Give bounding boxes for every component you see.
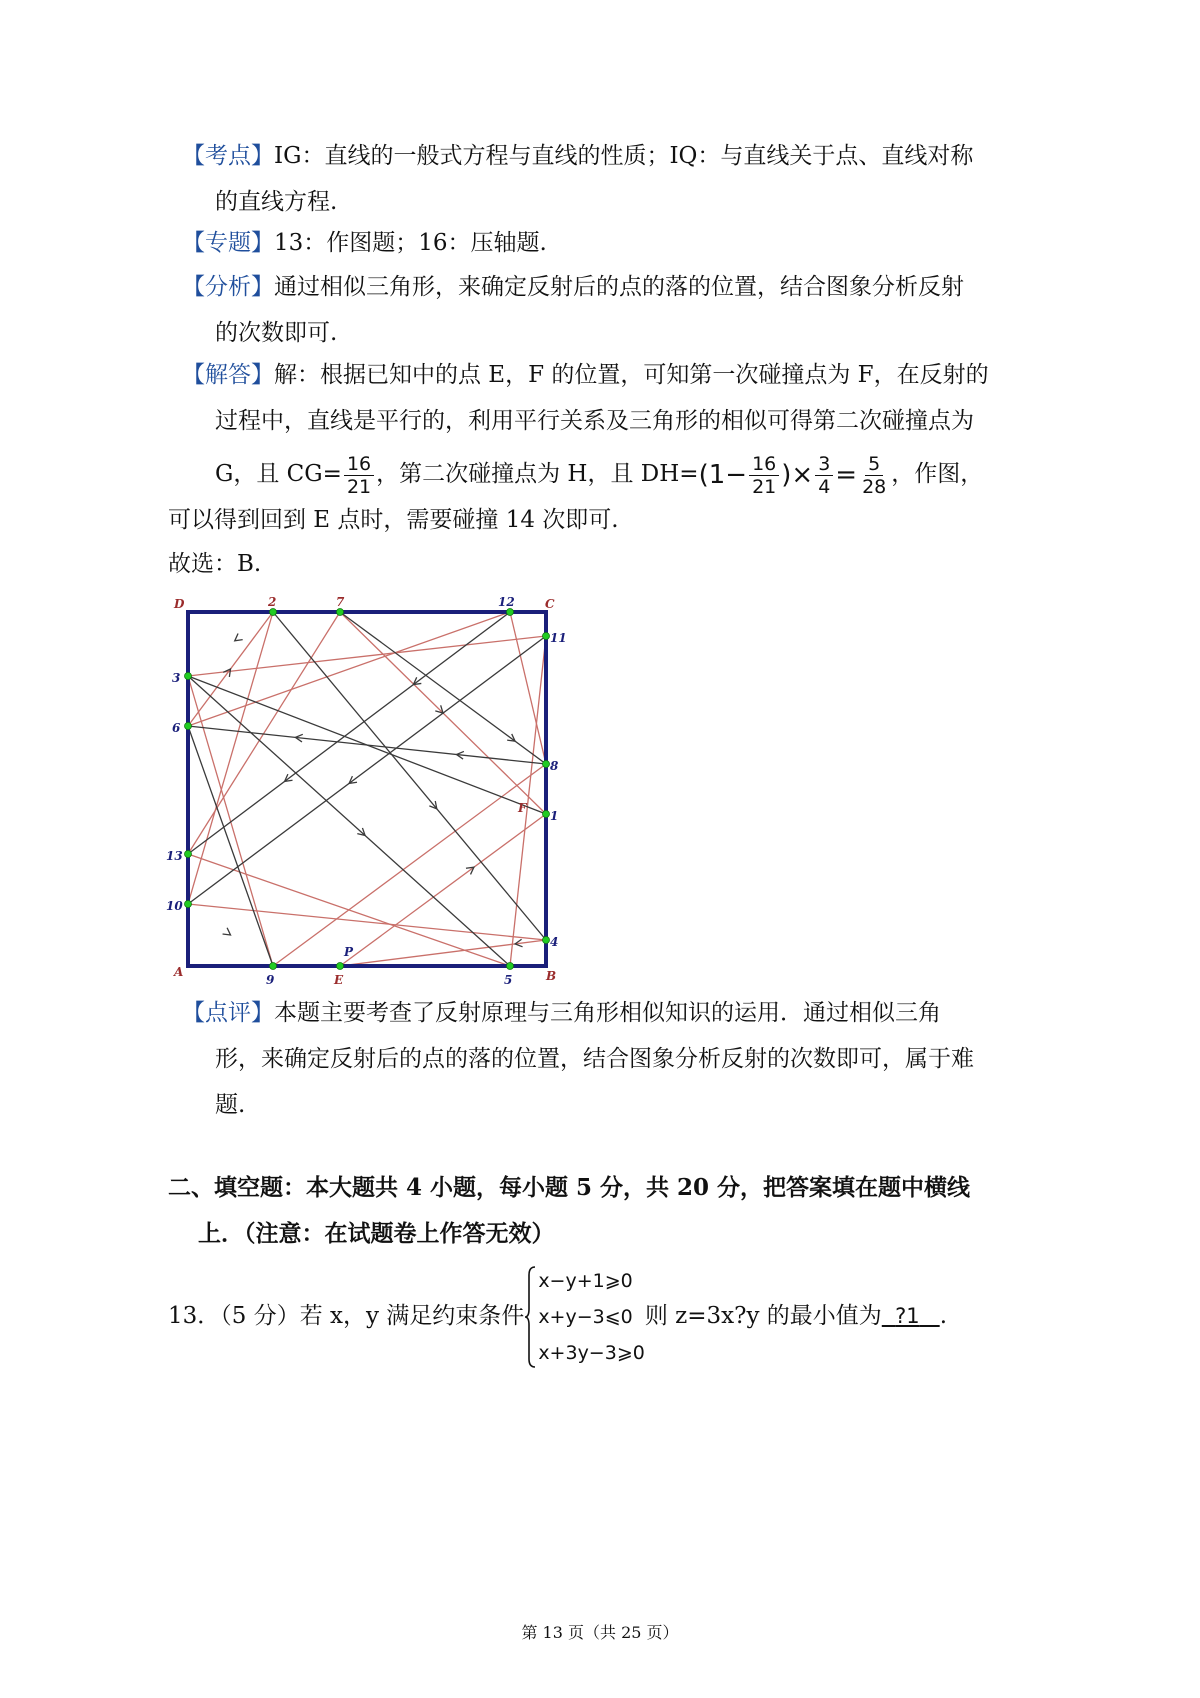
dh-denominator-3: 28: [862, 475, 887, 498]
zuotu-text: ，作图，: [891, 461, 984, 487]
label-point-1: 1: [550, 809, 559, 823]
jieda-tag: 【解答】: [182, 362, 274, 388]
dh-denominator-2: 4: [818, 475, 831, 498]
label-point-p: P: [344, 945, 354, 959]
dianping-block: [182, 990, 1032, 1128]
label-corner-d: D: [174, 597, 185, 611]
collision-point-p11: [543, 633, 550, 640]
label-point-10: 10: [166, 899, 183, 913]
reflection-lines: [188, 612, 546, 966]
dh-fraction-1: [749, 453, 779, 498]
label-corner-a: A: [174, 965, 184, 979]
label-point-6: 6: [172, 721, 181, 735]
dianping-text-cont: 形，来确定反射后的点的落的位置，结合图象分析反射的次数即可，属于难: [215, 1046, 974, 1072]
zhuanti-block: [182, 220, 1032, 266]
q13-middle: 则 z=3x?y 的最小值为: [644, 1303, 882, 1329]
reflection-path-red: [188, 612, 273, 904]
collision-point-p4: [543, 937, 550, 944]
label-point-4: 4: [550, 935, 559, 949]
reflection-path-dark: [273, 612, 546, 940]
dianping-text: 本题主要考查了反射原理与三角形相似知识的运用．通过相似三角: [274, 1000, 941, 1026]
section-2-line2: 上．（注意：在试题卷上作答无效）: [198, 1220, 555, 1247]
arrowhead-icon: [223, 928, 231, 935]
reflection-path-dark: [188, 676, 510, 966]
reflection-path-dark: [188, 636, 546, 904]
reflection-path-red: [188, 612, 510, 726]
label-point-9: 9: [266, 973, 275, 987]
jieda-line4: 可以得到回到 E 点时，需要碰撞 14 次即可.: [168, 507, 619, 533]
cg-numerator: 16: [344, 453, 374, 476]
jieda-line1: 解：根据已知中的点 E，F 的位置，可知第一次碰撞点为 F，在反射的: [274, 362, 989, 388]
kaodian-tag: 【考点】: [182, 143, 274, 169]
dh-equals: =: [835, 460, 858, 490]
dianping-text-end: 题.: [215, 1092, 246, 1118]
dh-rparen: )×: [781, 460, 814, 490]
collision-point-p10: [185, 901, 192, 908]
label-point-12: 12: [498, 595, 515, 609]
fenxi-text-cont: 的次数即可.: [215, 320, 338, 346]
kaodian-block: [182, 133, 1032, 225]
dh-numerator-3: 5: [865, 453, 883, 476]
collision-point-p12: [507, 609, 514, 616]
cg-text: G，且 CG=: [215, 461, 342, 487]
dh-numerator-1: 16: [749, 453, 779, 476]
reflection-path-red: [188, 636, 546, 676]
section-2-line1: 二、填空题：本大题共 4 小题，每小题 5 分，共 20 分，把答案填在题中横线: [168, 1174, 971, 1201]
reflection-figure: [160, 592, 580, 992]
reflection-path-dark: [188, 612, 510, 854]
direction-arrows: [223, 634, 523, 947]
dh-numerator-2: 3: [815, 453, 833, 476]
point-labels: [166, 595, 567, 987]
collision-point-p1: [543, 811, 550, 818]
arrowhead-icon: [235, 634, 243, 641]
label-corner-c: C: [545, 597, 555, 611]
zhuanti-tag: 【专题】: [182, 230, 274, 256]
left-brace-icon: [524, 1265, 536, 1369]
label-point-11: 11: [550, 631, 567, 645]
dh-text: ，第二次碰撞点为 H，且 DH=: [376, 461, 699, 487]
label-point-5: 5: [504, 973, 513, 987]
jieda-block: [182, 352, 1032, 504]
reflection-path-red: [188, 612, 340, 854]
fenxi-tag: 【分析】: [182, 274, 274, 300]
label-point-3: 3: [172, 671, 181, 685]
collision-point-p5: [507, 963, 514, 970]
kaodian-text-cont: 的直线方程.: [215, 189, 338, 215]
reflection-path-red: [188, 676, 273, 966]
label-point-13: 13: [166, 849, 183, 863]
constraint-system: [524, 1263, 645, 1371]
constraint-2: x+y−3⩽0: [538, 1306, 633, 1328]
label-point-2: 2: [268, 595, 277, 609]
label-point-e: E: [334, 973, 344, 987]
q13-prefix: 13．（5 分）若 x，y 满足约束条件: [168, 1303, 525, 1329]
cg-fraction: [344, 453, 374, 498]
collision-point-p9: [270, 963, 277, 970]
reflection-path-dark: [188, 676, 546, 814]
section-2-heading: [168, 1165, 1034, 1257]
jieda-line3: [182, 444, 1032, 504]
fenxi-block: [182, 264, 1032, 356]
q13-answer: ?1: [895, 1304, 920, 1328]
collision-point-p8: [543, 761, 550, 768]
reflection-path-red: [188, 904, 546, 940]
label-point-7: 7: [336, 595, 345, 609]
dianping-tag: 【点评】: [182, 1000, 274, 1026]
collision-point-p6: [185, 723, 192, 730]
reflection-path-dark: [188, 726, 273, 966]
collision-point-p13: [185, 851, 192, 858]
fenxi-text: 通过相似三角形，来确定反射后的点的落的位置，结合图象分析反射: [274, 274, 964, 300]
page-footer: 第 13 页（共 25 页）: [521, 1623, 679, 1642]
dh-lparen: (1−: [698, 460, 748, 490]
collision-point-p2: [270, 609, 277, 616]
jieda-line5: 故选：B.: [168, 551, 262, 577]
answer-blank: [882, 1304, 940, 1328]
dh-denominator-1: 21: [752, 475, 777, 498]
label-point-f: F: [518, 801, 527, 815]
dh-fraction-2: [815, 453, 833, 498]
kaodian-text: IG：直线的一般式方程与直线的性质；IQ：与直线关于点、直线对称: [274, 143, 974, 169]
collision-point-pE: [337, 963, 344, 970]
square-frame: [188, 612, 546, 966]
zhuanti-text: 13：作图题；16：压轴题.: [274, 230, 547, 256]
question-13: [168, 1262, 1034, 1372]
jieda-line2: 过程中，直线是平行的，利用平行关系及三角形的相似可得第二次碰撞点为: [215, 408, 974, 434]
label-point-8: 8: [550, 759, 559, 773]
collision-point-p7: [337, 609, 344, 616]
constraint-3: x+3y−3⩾0: [538, 1342, 645, 1364]
dh-fraction-3: [859, 453, 889, 498]
q13-suffix: .: [939, 1303, 947, 1329]
cg-denominator: 21: [346, 475, 372, 498]
collision-point-p3: [185, 673, 192, 680]
constraint-1: x−y+1⩾0: [538, 1270, 633, 1292]
label-corner-b: B: [546, 969, 557, 983]
